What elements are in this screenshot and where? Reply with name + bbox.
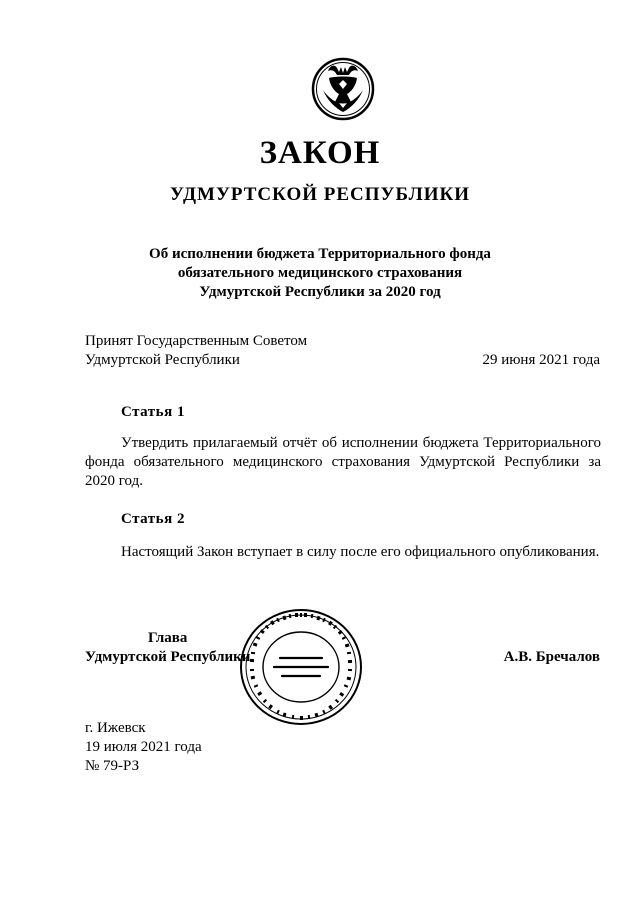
adoption-line: Принят Государственным Советом bbox=[85, 333, 308, 349]
signing-date: 19 июля 2021 года bbox=[85, 739, 202, 755]
issuer-title: УДМУРТСКОЙ РЕСПУБЛИКИ bbox=[169, 184, 471, 205]
adoption-date: 29 июня 2021 года bbox=[482, 352, 600, 368]
law-heading-line: Об исполнении бюджета Территориального фонда bbox=[149, 246, 491, 262]
law-heading bbox=[0, 245, 640, 302]
document-footer bbox=[85, 719, 202, 776]
place-of-signing: г. Ижевск bbox=[85, 720, 146, 736]
article-2-text: Настоящий Закон вступает в силу после его официального опубликования. bbox=[121, 544, 600, 560]
article-2-title: Статья 2 bbox=[121, 511, 185, 527]
article-1-text: Утвердить прилагаемый отчёт об исполнении бюджета Территориального фонда обязательного медицинского страхования Удмуртской Республики за 2020 год. bbox=[85, 435, 601, 489]
document-type-title: ЗАКОН bbox=[259, 135, 381, 171]
signatory-name: А.В. Бречалов bbox=[503, 649, 600, 665]
signatory-position-line: Удмуртской Республики bbox=[85, 649, 251, 665]
adoption-line: Удмуртской Республики bbox=[85, 352, 240, 368]
signatory-position-line: Глава bbox=[148, 630, 188, 646]
article-1-title: Статья 1 bbox=[121, 404, 185, 420]
law-heading-line: Удмуртской Республики за 2020 год bbox=[199, 284, 441, 300]
law-heading-line: обязательного медицинского страхования bbox=[177, 265, 463, 281]
round-seal-icon bbox=[237, 606, 365, 728]
signatory-position bbox=[85, 629, 255, 667]
udmurt-coat-of-arms-icon bbox=[311, 56, 375, 122]
adoption-note bbox=[85, 332, 307, 370]
law-number: № 79-РЗ bbox=[85, 758, 140, 774]
